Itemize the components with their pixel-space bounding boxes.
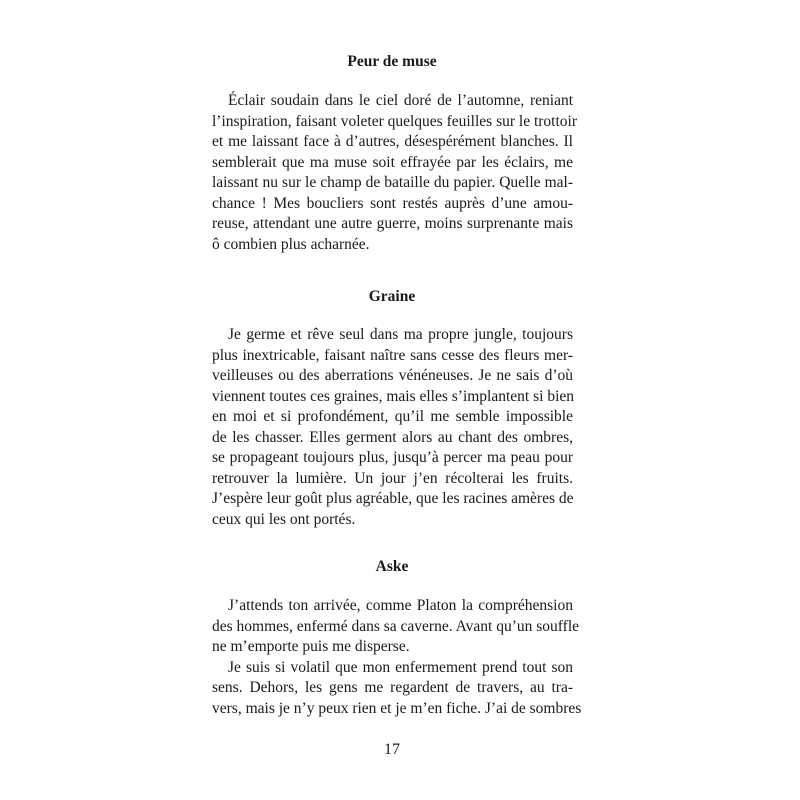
text-line: Je suis si volatil que mon enfermement prend tout son (228, 658, 573, 676)
text-line: se propageant toujours plus, jusqu’à percer ma peau pour (212, 449, 573, 466)
text-line: de les chasser. Elles germent alors au chant des ombres, (212, 428, 573, 446)
text-line: chance ! Mes boucliers sont restés auprès d’une amou- (212, 194, 573, 212)
text-line: reuse, attendant une autre guerre, moins surprenante mais (212, 215, 573, 232)
paragraph-graine (212, 325, 573, 530)
text-line: plus inextricable, faisant naître sans cesse des fleurs mer- (212, 346, 573, 364)
text-line: J’espère leur goût plus agréable, que les racines amères de (212, 490, 574, 507)
section-title-aske: Aske (375, 558, 409, 575)
text-line: ceux qui les ont portés. (212, 510, 356, 528)
text-line: ô combien plus acharnée. (212, 235, 370, 253)
page-number: 17 (384, 741, 400, 758)
text-line: Éclair soudain dans le ciel doré de l’automne, reniant (228, 92, 573, 109)
text-line: viennent toutes ces graines, mais elles s’implantent si bien (212, 387, 575, 405)
paragraph-aske-1 (212, 596, 580, 658)
text-line: et me laissant face à d’autres, désespérément blanches. Il (212, 133, 573, 150)
text-line: l’inspiration, faisant voleter quelques feuilles sur le trottoir (212, 112, 578, 130)
paragraph-peur-de-muse (212, 91, 578, 255)
text-line: des hommes, enfermé dans sa caverne. Avant qu’un souffle (212, 617, 580, 635)
text-line: J’attends ton arrivée, comme Platon la compréhension (228, 597, 573, 614)
section-title-graine: Graine (368, 288, 416, 305)
text-line: sens. Dehors, les gens me regardent de travers, au tra- (212, 679, 573, 696)
text-line: laissant nu sur le champ de bataille du papier. Quelle mal- (212, 174, 573, 191)
text-line: veilleuses ou des aberrations vénéneuses. Je ne sais d’où (212, 367, 573, 384)
text-line: en moi et si profondément, qu’il me semble impossible (212, 408, 573, 425)
paragraph-aske-2 (212, 658, 582, 720)
section-title-peur-de-muse: Peur de muse (347, 53, 437, 70)
text-line: ne m’emporte puis me disperse. (212, 638, 410, 655)
text-line: semblerait que ma muse soit effrayée par les éclairs, me (212, 153, 573, 171)
text-line: Je germe et rêve seul dans ma propre jungle, toujours (228, 326, 573, 343)
text-line: retrouver la lumière. Un jour j’en récolterai les fruits. (212, 469, 573, 487)
text-line: vers, mais je n’y peux rien et je m’en fiche. J’ai de sombres (212, 699, 582, 717)
